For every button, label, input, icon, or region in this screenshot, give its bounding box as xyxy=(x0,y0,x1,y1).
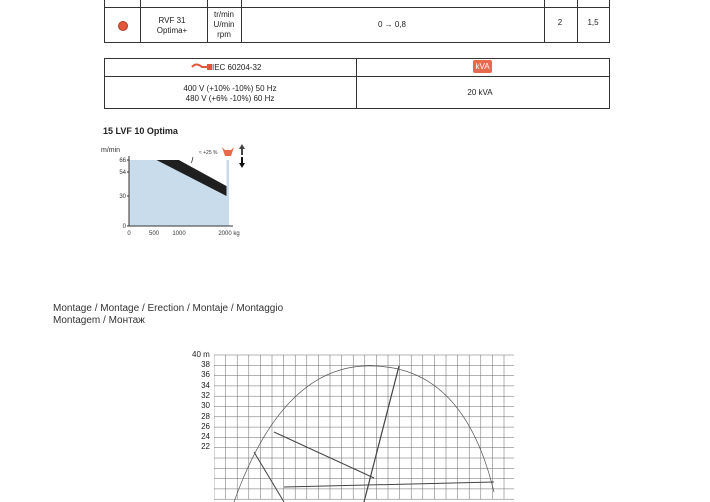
chart-x-tick: 0 xyxy=(127,231,131,237)
plug-icon xyxy=(190,61,214,73)
erection-y-tick: 28 xyxy=(201,411,210,421)
standard-label: IEC 60204-32 xyxy=(212,63,262,72)
mast-line xyxy=(364,366,399,502)
chart-y-label: m/min xyxy=(101,147,121,154)
erection-y-tick: 32 xyxy=(201,390,210,400)
voltage-cell: 400 V (+10% -10%) 50 Hz 480 V (+6% -10%) 60 Hz xyxy=(183,84,277,103)
rotation-icon xyxy=(118,21,128,31)
chart-x-tick: 2000 kg xyxy=(218,231,240,237)
montage-line-2: Montagem / Монтаж xyxy=(53,315,145,326)
range-cell: 0 → 0,8 xyxy=(377,20,406,29)
jib-line xyxy=(274,432,374,478)
chart-y-tick: 0 xyxy=(122,224,126,230)
model-cell: RVF 31 Optima+ xyxy=(156,16,188,35)
erection-y-tick: 24 xyxy=(201,432,210,442)
erection-y-top: 40 m xyxy=(192,350,210,359)
jib-line-3 xyxy=(284,482,494,487)
montage-line-1: Montage / Montage / Erection / Montaje / Montaggio xyxy=(53,303,284,314)
value-a-cell: 2 xyxy=(557,18,563,27)
erection-y-tick: 26 xyxy=(201,421,210,431)
power-cell: 20 kVA xyxy=(467,88,493,97)
chart-x-tick: 1000 xyxy=(172,231,186,237)
down-arrow-icon xyxy=(239,157,245,168)
chart-annotation: ≈ +25 % xyxy=(199,150,218,156)
up-arrow-icon xyxy=(239,144,245,155)
col-divider xyxy=(356,59,357,108)
lvf-chart xyxy=(100,140,260,240)
erection-y-tick: 34 xyxy=(201,380,210,390)
chart-y-tick: 54 xyxy=(119,170,126,176)
col-divider xyxy=(241,0,242,42)
chart-y-tick: 66 xyxy=(119,158,126,164)
chart-y-tick: 30 xyxy=(119,194,126,200)
table-row-divider xyxy=(105,7,609,8)
value-b-cell: 1,5 xyxy=(587,18,599,27)
erection-y-tick: 30 xyxy=(201,401,210,411)
row-divider xyxy=(105,76,609,77)
erection-y-tick: 36 xyxy=(201,370,210,380)
jib-line-2 xyxy=(254,452,284,502)
chart-x-tick: 500 xyxy=(148,231,160,237)
erection-chart xyxy=(214,352,514,502)
kva-badge: kVA xyxy=(473,60,492,73)
units-cell: tr/min U/min rpm xyxy=(213,10,235,39)
lvf-title: 15 LVF 10 Optima xyxy=(103,126,178,136)
slew-arc xyxy=(234,366,494,502)
erection-y-tick: 22 xyxy=(201,442,210,452)
hook-icon xyxy=(222,147,234,156)
erection-y-tick: 38 xyxy=(201,360,210,369)
